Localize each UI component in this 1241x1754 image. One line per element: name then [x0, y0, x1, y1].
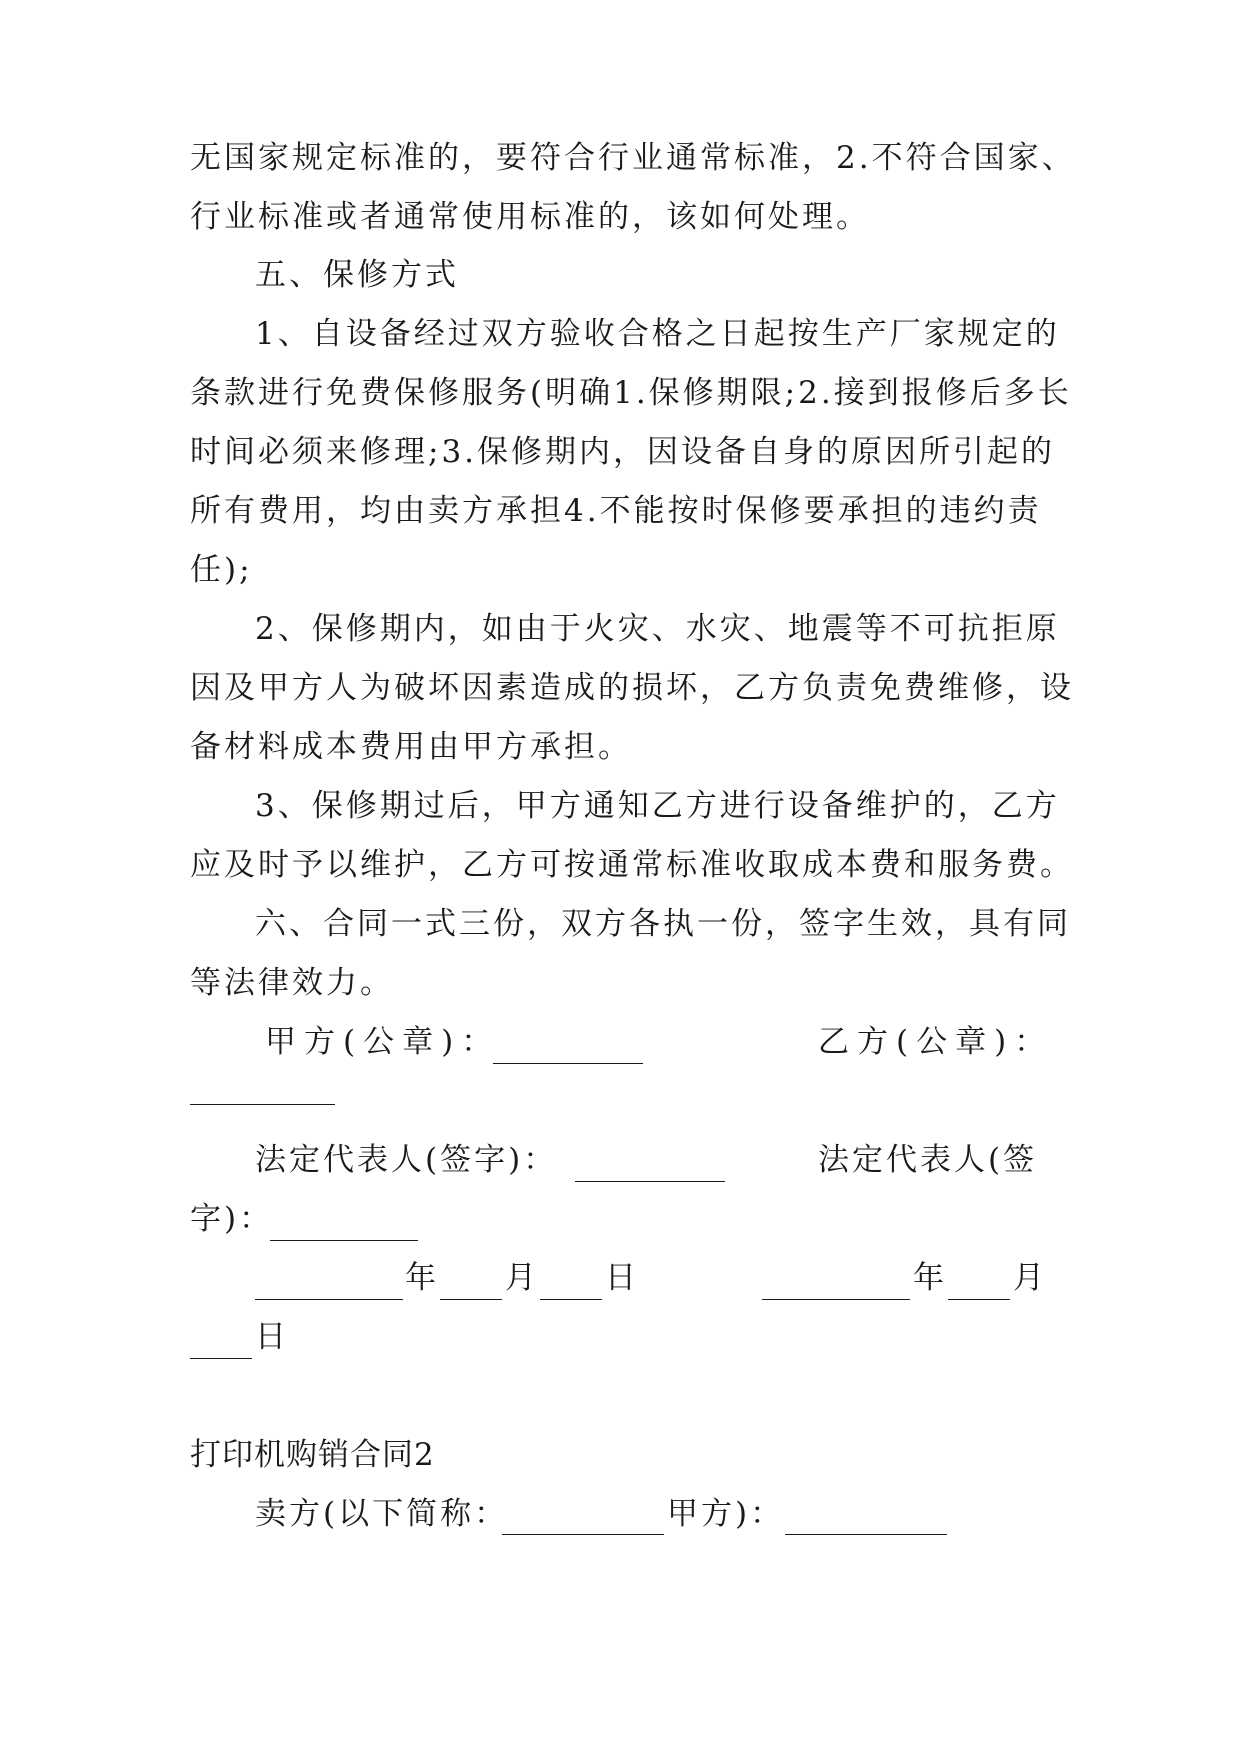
date-b-year-label: 年 — [913, 1260, 947, 1296]
party-b-seal-label: 乙方(公章)： — [818, 1024, 1054, 1060]
party-a-blank — [785, 1534, 947, 1535]
paragraph-line: 等法律效力。 — [190, 965, 394, 1001]
party-b-seal-blank — [190, 1104, 335, 1105]
paragraph-line: 任); — [190, 552, 253, 588]
contract2-title: 打印机购销合同2 — [190, 1437, 435, 1473]
legal-rep-b-label-cont: 字)： — [190, 1201, 274, 1237]
date-b-day-blank — [190, 1358, 252, 1359]
party-a-seal-label: 甲方(公章)： — [265, 1024, 501, 1060]
paragraph-line: 时间必须来修理;3.保修期内，因设备自身的原因所引起的 — [190, 434, 1056, 470]
party-a-seal-blank — [493, 1063, 643, 1064]
seller-label: 卖方(以下简称： — [255, 1496, 509, 1532]
legal-rep-a-label: 法定代表人(签字)： — [255, 1142, 558, 1178]
party-a-label: 甲方)： — [667, 1496, 785, 1532]
date-a-day-blank — [540, 1299, 602, 1300]
date-b-day-label: 日 — [255, 1319, 289, 1355]
date-b-month-label: 月 — [1013, 1260, 1047, 1296]
paragraph-line: 应及时予以维护，乙方可按通常标准收取成本费和服务费。 — [190, 847, 1074, 883]
paragraph-line: 六、合同一式三份，双方各执一份，签字生效，具有同 — [255, 906, 1071, 942]
paragraph-line: 2、保修期内，如由于火灾、水灾、地震等不可抗拒原 — [255, 611, 1060, 647]
date-a-year-label: 年 — [405, 1260, 439, 1296]
date-b-month-blank — [948, 1299, 1010, 1300]
paragraph-line: 备材料成本费用由甲方承担。 — [190, 729, 632, 765]
paragraph-line: 所有费用，均由卖方承担4.不能按时保修要承担的违约责 — [190, 493, 1042, 529]
paragraph-line: 条款进行免费保修服务(明确1.保修期限;2.接到报修后多长 — [190, 375, 1072, 411]
legal-rep-b-blank — [270, 1240, 418, 1241]
paragraph-line: 因及甲方人为破坏因素造成的损坏，乙方负责免费维修，设 — [190, 670, 1074, 706]
date-a-month-blank — [440, 1299, 502, 1300]
paragraph-line: 无国家规定标准的，要符合行业通常标准，2.不符合国家、 — [190, 140, 1076, 176]
date-a-year-blank — [255, 1299, 403, 1300]
date-a-day-label: 日 — [605, 1260, 639, 1296]
paragraph-line: 1、自设备经过双方验收合格之日起按生产厂家规定的 — [255, 316, 1060, 352]
date-b-year-blank — [762, 1299, 910, 1300]
legal-rep-a-blank — [575, 1181, 725, 1182]
section-heading: 五、保修方式 — [255, 257, 459, 293]
date-a-month-label: 月 — [505, 1260, 539, 1296]
paragraph-line: 行业标准或者通常使用标准的，该如何处理。 — [190, 199, 870, 235]
seller-abbr-blank — [502, 1534, 664, 1535]
legal-rep-b-label: 法定代表人(签 — [818, 1142, 1038, 1178]
paragraph-line: 3、保修期过后，甲方通知乙方进行设备维护的，乙方 — [255, 788, 1060, 824]
